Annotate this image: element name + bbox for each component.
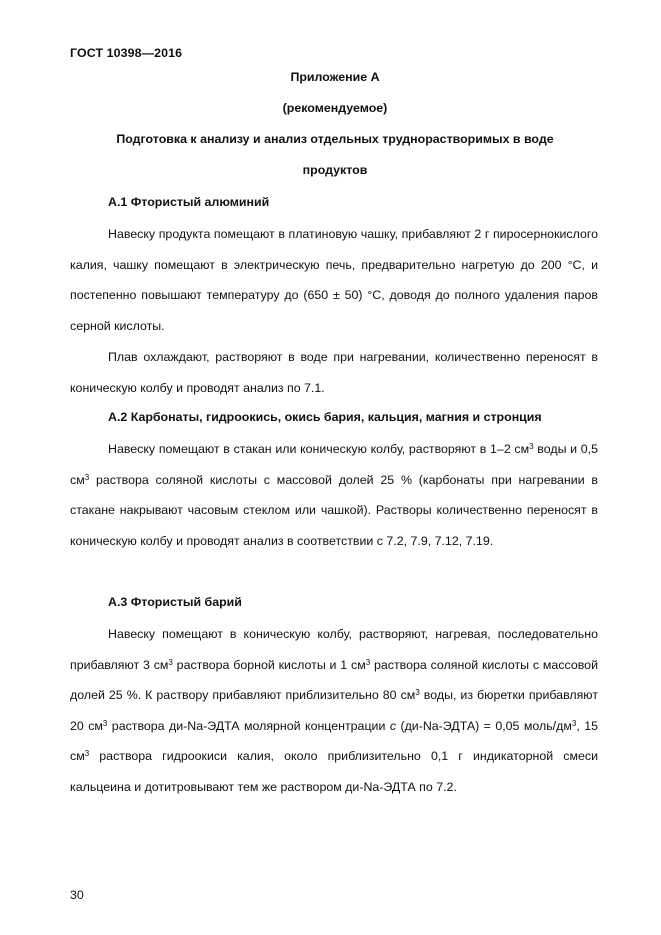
text-run: воды, из бюретки прибавляют 20 см xyxy=(70,688,599,733)
superscript: 3 xyxy=(168,657,173,667)
superscript: 3 xyxy=(365,657,371,667)
text-run: раствора гидроокиси калия, около приблизительно 0,1 г индикаторной смеси кальцеина и дотитровывают тем же раствором ди-Na-ЭДТА по 7.2. xyxy=(70,749,598,794)
section-a2-title: А.2 Карбонаты, гидроокись, окись бария, кальция, магния и стронция xyxy=(108,410,542,424)
superscript: 3 xyxy=(102,718,108,728)
text-run: воды и 0,5 см xyxy=(70,442,599,487)
appendix-heading-line2: продуктов xyxy=(302,163,368,177)
variable-c: c xyxy=(389,718,397,733)
superscript: 3 xyxy=(415,688,420,698)
superscript: 3 xyxy=(84,749,90,759)
section-a1-p1-text: Навеску продукта помещают в платиновую чашку, прибавляют 2 г пиросернокислого калия, чашку помещают в электрическую печь, предварительно нагретую до 200 °С, и постепенно повышают температуру до (650 ± 50) °С, доводя до полного удаления паров серной кислоты. xyxy=(70,227,598,333)
text-run: Навеску помещают в стакан или коническую колбу, растворяют в 1–2 см xyxy=(108,442,530,456)
superscript: 3 xyxy=(529,442,534,451)
text-run: раствора соляной кислоты с массовой долей 25 % (карбонаты при нагревании в стакане накрывают часовым стеклом или чашкой). Растворы количественно переносят в коническую колбу и проводят анализ в соответствии с 7.2, 7.9, 7.12, 7.19. xyxy=(70,472,598,548)
text-run: Навеску помещают в коническую колбу, растворяют, нагревая, последовательно прибавляют 3 см xyxy=(70,627,598,672)
appendix-status: (рекомендуемое) xyxy=(282,101,388,115)
text-run: , 15 см xyxy=(70,718,598,764)
section-a3-paragraph1 xyxy=(70,619,598,803)
standard-number: ГОСТ 10398—2016 xyxy=(70,46,183,60)
text-run: раствора соляной кислоты с массовой долей 25 %. К раствору прибавляют приблизительно 80 см xyxy=(70,657,598,703)
page-number: 30 xyxy=(70,888,84,902)
superscript: 3 xyxy=(571,718,577,728)
section-a1-p2-text: Плав охлаждают, растворяют в воде при нагревании, количественно переносят в коническую колбу и проводят анализ по 7.1. xyxy=(70,350,598,395)
section-a1-paragraph2 xyxy=(70,342,598,403)
appendix-title: Приложение А xyxy=(290,70,380,84)
section-a3-title: А.3 Фтористый барий xyxy=(108,595,242,609)
text-run: раствора борной кислоты и 1 см xyxy=(172,657,366,672)
section-a1-paragraph1 xyxy=(70,219,598,341)
section-a2-paragraph1 xyxy=(70,434,598,556)
appendix-heading-line1: Подготовка к анализу и анализ отдельных труднорастворимых в воде xyxy=(116,132,554,146)
superscript: 3 xyxy=(84,472,90,482)
text-run: (ди-Na-ЭДТА) = 0,05 моль/дм xyxy=(396,718,572,733)
text-run: раствора ди-Na-ЭДТА молярной концентрации xyxy=(107,718,390,733)
section-a1-title: А.1 Фтористый алюминий xyxy=(108,195,270,209)
